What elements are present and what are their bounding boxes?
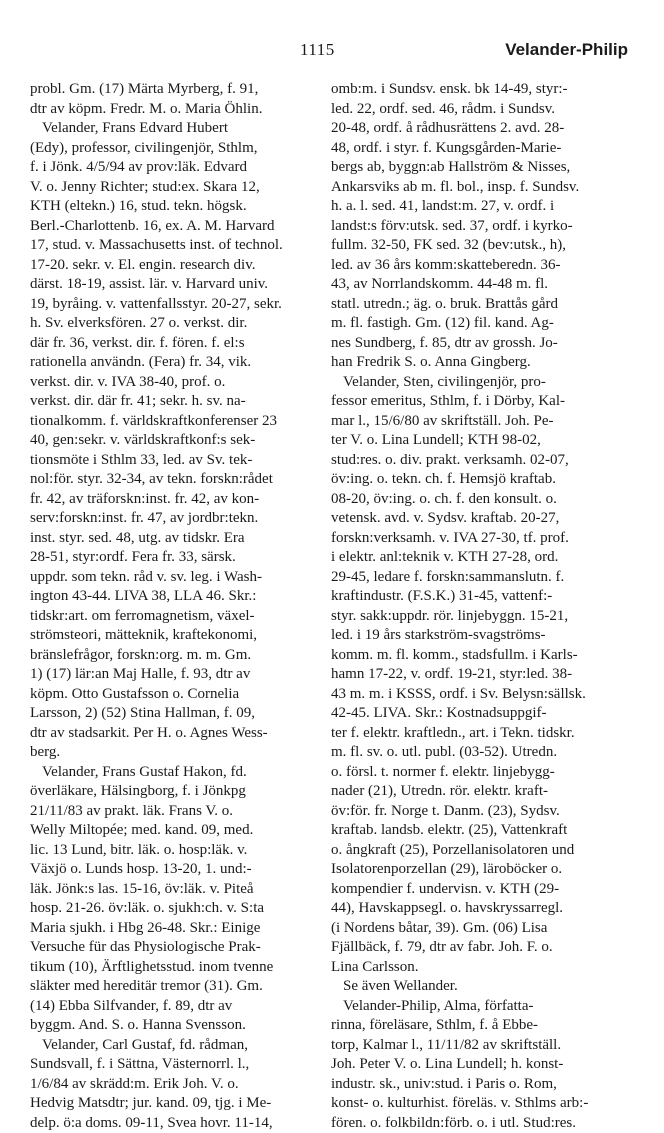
text-line: nol:för. styr. 32-34, av tekn. forskn:rådet bbox=[30, 470, 315, 490]
text-line: 40, gen:sekr. v. världskraftkonf:s sek- bbox=[30, 431, 315, 451]
text-line: forskn:verksamh. v. IVA 27-30, tf. prof. bbox=[331, 529, 616, 549]
right-column bbox=[331, 80, 616, 1133]
text-line: öv:för. fr. Norge t. Danm. (23), Sydsv. bbox=[331, 802, 616, 822]
text-line: bränslefrågor, forskn:org. m. m. Gm. bbox=[30, 646, 315, 666]
text-line: Velander, Carl Gustaf, fd. rådman, bbox=[30, 1036, 315, 1056]
text-line: statl. utredn.; äg. o. bruk. Brattås gård bbox=[331, 295, 616, 315]
text-line: Se även Wellander. bbox=[331, 977, 616, 997]
text-line: där fr. 36, verkst. dir. f. fören. f. el:s bbox=[30, 334, 315, 354]
text-line: landst:s förv:utsk. sed. 37, ordf. i kyrko- bbox=[331, 217, 616, 237]
text-line: vetensk. avd. v. Sydsv. kraftab. 20-27, bbox=[331, 509, 616, 529]
text-line: öv:ing. o. tekn. ch. f. Hemsjö kraftab. bbox=[331, 470, 616, 490]
text-line: fören. o. folkbildn:förb. o. i utl. Stud:res. bbox=[331, 1114, 616, 1133]
text-line: styr. sakk:uppdr. rör. linjebyggn. 15-21, bbox=[331, 607, 616, 627]
text-line: probl. Gm. (17) Märta Myrberg, f. 91, bbox=[30, 80, 315, 100]
text-line: Växjö o. Lunds hosp. 13-20, 1. und:- bbox=[30, 860, 315, 880]
text-line: f. i Jönk. 4/5/94 av prov:läk. Edvard bbox=[30, 158, 315, 178]
text-line: m. fl. sv. o. utl. publ. (03-52). Utredn. bbox=[331, 743, 616, 763]
text-line: serv:forskn:inst. fr. 47, av jordbr:tekn. bbox=[30, 509, 315, 529]
text-line: Ankarsviks ab m. fl. bol., insp. f. Sundsv. bbox=[331, 178, 616, 198]
text-line: (14) Ebba Silfvander, f. 89, dtr av bbox=[30, 997, 315, 1017]
text-line: V. o. Jenny Richter; stud:ex. Skara 12, bbox=[30, 178, 315, 198]
text-line: industr. sk., univ:stud. i Paris o. Rom, bbox=[331, 1075, 616, 1095]
text-line: Joh. Peter V. o. Lina Lundell; h. konst- bbox=[331, 1055, 616, 1075]
text-line: komm. m. fl. komm., stadsfullm. i Karls- bbox=[331, 646, 616, 666]
text-line: Hedvig Matsdtr; jur. kand. 09, tjg. i Me- bbox=[30, 1094, 315, 1114]
text-line: 29-45, ledare f. forskn:sammanslutn. f. bbox=[331, 568, 616, 588]
text-line: ter f. elektr. kraftledn., art. i Tekn. tidskr. bbox=[331, 724, 616, 744]
text-line: fessor emeritus, Sthlm, f. i Dörby, Kal- bbox=[331, 392, 616, 412]
text-line: ington 43-44. LIVA 38, LLA 46. Skr.: bbox=[30, 587, 315, 607]
text-line: nader (21), Utredn. rör. elektr. kraft- bbox=[331, 782, 616, 802]
text-line: led. 22, ordf. sed. 46, rådm. i Sundsv. bbox=[331, 100, 616, 120]
text-line: 48, ordf. i styr. f. Kungsgården-Marie- bbox=[331, 139, 616, 159]
text-line: fr. 42, av träforskn:inst. fr. 42, av kon- bbox=[30, 490, 315, 510]
running-head: Velander-Philip bbox=[505, 40, 628, 60]
text-line: tionsmöte i Sthlm 33, led. av Sv. tek- bbox=[30, 451, 315, 471]
text-line: dtr av stadsarkit. Per H. o. Agnes Wess- bbox=[30, 724, 315, 744]
text-line: rationella användn. (Fera) fr. 34, vik. bbox=[30, 353, 315, 373]
text-line: 21/11/83 av prakt. läk. Frans V. o. bbox=[30, 802, 315, 822]
text-line: kompendier f. undervisn. v. KTH (29- bbox=[331, 880, 616, 900]
text-line: konst- o. kulturhist. föreläs. v. Sthlms arb:- bbox=[331, 1094, 616, 1114]
text-line: o. försl. t. normer f. elektr. linjebygg- bbox=[331, 763, 616, 783]
text-line: Versuche für das Physiologische Prak- bbox=[30, 938, 315, 958]
text-line: han Fredrik S. o. Anna Gingberg. bbox=[331, 353, 616, 373]
text-line: Maria sjukh. i Hbg 26-48. Skr.: Einige bbox=[30, 919, 315, 939]
text-line: 1) (17) lär:an Maj Halle, f. 93, dtr av bbox=[30, 665, 315, 685]
text-line: tikum (10), Ärftlighetsstud. inom tvenne bbox=[30, 958, 315, 978]
text-line: 08-20, öv:ing. o. ch. f. den konsult. o. bbox=[331, 490, 616, 510]
text-line: torp, Kalmar l., 11/11/82 av skriftställ. bbox=[331, 1036, 616, 1056]
left-column bbox=[30, 80, 315, 1133]
text-line: m. fl. fastigh. Gm. (12) fil. kand. Ag- bbox=[331, 314, 616, 334]
text-line: h. Sv. elverksfören. 27 o. verkst. dir. bbox=[30, 314, 315, 334]
text-line: lic. 13 Lund, bitr. läk. o. hosp:läk. v. bbox=[30, 841, 315, 861]
text-line: h. a. l. sed. 41, landst:m. 27, v. ordf. i bbox=[331, 197, 616, 217]
text-line: Isolatorenporzellan (29), läroböcker o. bbox=[331, 860, 616, 880]
text-line: Welly Miltopée; med. kand. 09, med. bbox=[30, 821, 315, 841]
text-line: fullm. 32-50, FK sed. 32 (bev:utsk., h), bbox=[331, 236, 616, 256]
text-line: verkst. dir. där fr. 41; sekr. h. sv. na- bbox=[30, 392, 315, 412]
text-line: hamn 17-22, v. ordf. 19-21, styr:led. 38- bbox=[331, 665, 616, 685]
text-line: 43 m. m. i KSSS, ordf. i Sv. Belysn:sällsk. bbox=[331, 685, 616, 705]
text-line: led. av 36 års komm:skatteberedn. 36- bbox=[331, 256, 616, 276]
text-line: läk. Jönk:s las. 15-16, öv:läk. v. Piteå bbox=[30, 880, 315, 900]
text-line: 19, byråing. v. vattenfallsstyr. 20-27, sekr. bbox=[30, 295, 315, 315]
text-line: 17-20. sekr. v. El. engin. research div. bbox=[30, 256, 315, 276]
text-line: kraftindustr. (F.S.K.) 31-45, vattenf:- bbox=[331, 587, 616, 607]
text-line: kraftab. landsb. elektr. (25), Vattenkraft bbox=[331, 821, 616, 841]
text-line: 1/6/84 av skrädd:m. Erik Joh. V. o. bbox=[30, 1075, 315, 1095]
page-header bbox=[0, 38, 664, 62]
text-line: Velander-Philip, Alma, författa- bbox=[331, 997, 616, 1017]
text-line: 17, stud. v. Massachusetts inst. of technol. bbox=[30, 236, 315, 256]
text-line: (Edy), professor, civilingenjör, Sthlm, bbox=[30, 139, 315, 159]
text-line: därst. 18-19, assist. lär. v. Harvard univ. bbox=[30, 275, 315, 295]
text-line: 20-48, ordf. å rådhusrättens 2. avd. 28- bbox=[331, 119, 616, 139]
page-number: 1115 bbox=[300, 40, 335, 60]
text-line: delp. ö:a doms. 09-11, Svea hovr. 11-14, bbox=[30, 1114, 315, 1133]
text-line: 44), Havskappsegl. o. havskryssarregl. bbox=[331, 899, 616, 919]
text-line: led. i 19 års starkström-svagströms- bbox=[331, 626, 616, 646]
text-line: Fjällbäck, f. 79, dtr av fabr. Joh. F. o. bbox=[331, 938, 616, 958]
text-line: stud:res. o. div. prakt. verksamh. 02-07, bbox=[331, 451, 616, 471]
text-line: Velander, Frans Gustaf Hakon, fd. bbox=[30, 763, 315, 783]
text-line: Berl.-Charlottenb. 16, ex. A. M. Harvard bbox=[30, 217, 315, 237]
text-line: bergs ab, byggn:ab Hallström & Nisses, bbox=[331, 158, 616, 178]
text-line: 28-51, styr:ordf. Fera fr. 33, särsk. bbox=[30, 548, 315, 568]
text-line: släkter med hereditär tremor (31). Gm. bbox=[30, 977, 315, 997]
text-line: o. ångkraft (25), Porzellanisolatoren und bbox=[331, 841, 616, 861]
text-line: Lina Carlsson. bbox=[331, 958, 616, 978]
text-line: KTH (eltekn.) 16, stud. tekn. högsk. bbox=[30, 197, 315, 217]
text-line: hosp. 21-26. öv:läk. o. sjukh:ch. v. S:ta bbox=[30, 899, 315, 919]
text-line: byggm. And. S. o. Hanna Svensson. bbox=[30, 1016, 315, 1036]
text-line: Velander, Sten, civilingenjör, pro- bbox=[331, 373, 616, 393]
text-line: dtr av köpm. Fredr. M. o. Maria Öhlin. bbox=[30, 100, 315, 120]
text-line: strömsteori, mätteknik, kraftekonomi, bbox=[30, 626, 315, 646]
text-line: 42-45. LIVA. Skr.: Kostnadsuppgif- bbox=[331, 704, 616, 724]
text-line: rinna, föreläsare, Sthlm, f. å Ebbe- bbox=[331, 1016, 616, 1036]
text-line: berg. bbox=[30, 743, 315, 763]
text-line: verkst. dir. v. IVA 38-40, prof. o. bbox=[30, 373, 315, 393]
text-line: nes Sundberg, f. 85, dtr av grossh. Jo- bbox=[331, 334, 616, 354]
text-line: köpm. Otto Gustafsson o. Cornelia bbox=[30, 685, 315, 705]
text-line: Larsson, 2) (52) Stina Hallman, f. 09, bbox=[30, 704, 315, 724]
text-line: Velander, Frans Edvard Hubert bbox=[30, 119, 315, 139]
text-line: 43, av Norrlandskomm. 44-48 m. fl. bbox=[331, 275, 616, 295]
text-line: Sundsvall, f. i Sättna, Västernorrl. l., bbox=[30, 1055, 315, 1075]
text-line: omb:m. i Sundsv. ensk. bk 14-49, styr:- bbox=[331, 80, 616, 100]
text-line: tidskr:art. om ferromagnetism, växel- bbox=[30, 607, 315, 627]
text-line: uppdr. som tekn. råd v. sv. leg. i Wash- bbox=[30, 568, 315, 588]
text-line: tionalkomm. f. världskraftkonferenser 23 bbox=[30, 412, 315, 432]
text-line: överläkare, Hälsingborg, f. i Jönkpg bbox=[30, 782, 315, 802]
text-line: ter V. o. Lina Lundell; KTH 98-02, bbox=[331, 431, 616, 451]
text-line: i elektr. anl:teknik v. KTH 27-28, ord. bbox=[331, 548, 616, 568]
text-line: (i Nordens båtar, 39). Gm. (06) Lisa bbox=[331, 919, 616, 939]
text-line: inst. styr. sed. 48, utg. av tidskr. Era bbox=[30, 529, 315, 549]
text-line: mar l., 15/6/80 av skriftställ. Joh. Pe- bbox=[331, 412, 616, 432]
